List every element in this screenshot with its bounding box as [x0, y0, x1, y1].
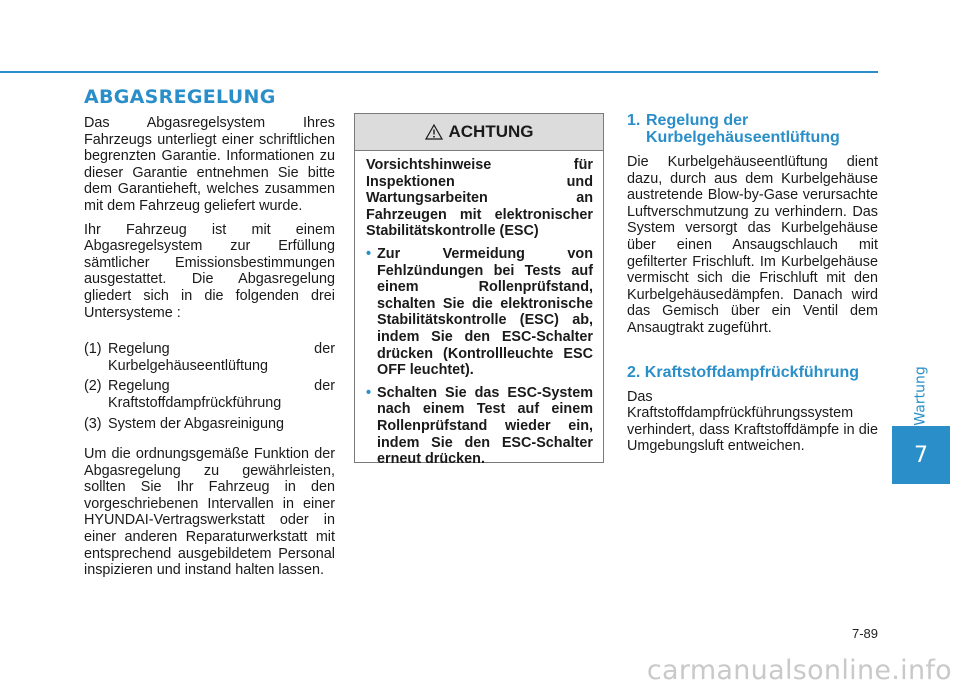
intro-column [84, 115, 335, 586]
list-item [84, 378, 335, 411]
list-item-number: (1) [84, 341, 102, 358]
list-item [366, 385, 593, 468]
warning-triangle-icon [425, 124, 443, 140]
subsystem-list [84, 341, 335, 432]
intro-paragraph-1: Das Abgasregelsystem Ihres Fahrzeugs unterliegt einer schriftlichen begrenzten Garantie. Informationen zu dieser Garantie entnehmen Sie bitte dem Garantieheft, welches zusammen mit dem Fahrzeug geliefert wurde. [84, 115, 335, 214]
chapter-side-label [892, 368, 950, 424]
page-number: 7-89 [851, 626, 878, 641]
top-rule [0, 71, 878, 73]
watermark: carmanualsonline.info [646, 655, 952, 686]
section-1-title [627, 112, 878, 146]
section-title: ABGASREGELUNG [84, 86, 276, 108]
warning-body [355, 151, 603, 468]
section-1-number: 1. [627, 112, 641, 129]
chapter-label-text: Wartung [913, 366, 929, 426]
section-2-body: Das Kraftstoffdampfrückführungssystem verhindert, dass Kraftstoffdämpfe in die Umgebungsluft entweichen. [627, 388, 878, 455]
warning-box [354, 113, 604, 468]
section-1-title-line2: Kurbelgehäuseentlüftung [646, 129, 840, 146]
section-1-title-line1: Regelung der [646, 112, 749, 129]
list-item-number: (3) [84, 415, 102, 432]
list-item-text: System der Abgasreinigung [108, 415, 284, 432]
list-item [366, 246, 593, 379]
warning-bullet-text: Zur Vermeidung von Fehlzündungen bei Tests auf einem Rollenprüfstand, schalten Sie die elektronische Stabilitätskontrolle (ESC) ab, indem Sie den ESC-Schalter drücken (Kontrollleuchte ESC OFF leuchtet). [377, 245, 593, 379]
list-item-number: (2) [84, 378, 102, 395]
sections-column [627, 112, 878, 462]
warning-title: ACHTUNG [448, 122, 534, 141]
intro-paragraph-2: Ihr Fahrzeug ist mit einem Abgasregelsystem zur Erfüllung sämtlicher Emissionsbestimmungen ausgestattet. Die Abgasregelung gliedert sich in die folgenden drei Untersysteme : [84, 221, 335, 321]
warning-bullet-text: Schalten Sie das ESC-System nach einem Test auf einem Rollenprüfstand wieder ein, indem Sie den ESC-Schalter erneut drücken. [377, 384, 593, 468]
chapter-tab: 7 [892, 426, 950, 484]
bullet-dot: • [366, 384, 372, 401]
section-1-body: Die Kurbelgehäuseentlüftung dient dazu, durch aus dem Kurbelgehäuse austretende Blow-by-Gase verursachte Luftverschmutzung zu verhindern. Das System versorgt das Kurbelgehäuse über einen Ansaugschlauch mit gefilterter Frischluft. Im Kurbelgehäuse vermischt sich die Frischluft mit den Kurbelgehäusedämpfen. Danach wird das Gemisch über ein Ventil dem Ansaugtrakt zugeführt. [627, 154, 878, 336]
warning-lead: Vorsichtshinweise für Inspektionen und Wartungsarbeiten an Fahrzeugen mit elektronischer Stabilitätskontrolle (ESC) [366, 157, 593, 240]
warning-header [355, 114, 603, 151]
section-2-title: 2. Kraftstoffdampfrückführung [627, 363, 859, 381]
intro-paragraph-3: Um die ordnungsgemäße Funktion der Abgasregelung zu gewährleisten, sollten Sie Ihr Fahrzeug in den vorgeschriebenen Intervallen in einer HYUNDAI-Vertragswerkstatt oder in einer anderen Reparaturwerkstatt mit entsprechend ausgebildetem Personal inspizieren und instand halten lassen. [84, 446, 335, 579]
list-item-text: Regelung der Kurbelgehäuseentlüftung [108, 341, 335, 374]
warning-bullets [366, 246, 593, 468]
list-item-text: Regelung der Kraftstoffdampfrückführung [108, 378, 335, 411]
bullet-dot: • [366, 245, 372, 262]
list-item [84, 341, 335, 374]
list-item [84, 416, 335, 433]
